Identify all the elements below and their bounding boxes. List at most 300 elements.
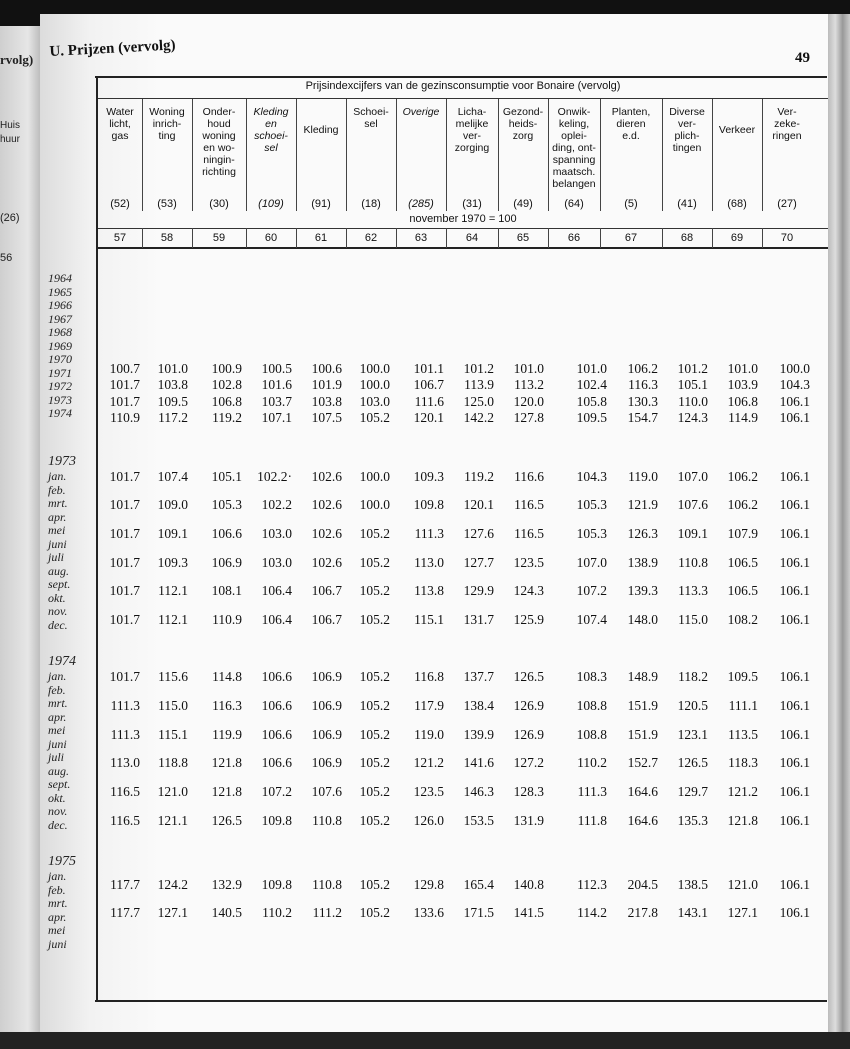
table-cell: 106.1 <box>779 497 810 512</box>
table-cell: 101.7 <box>109 555 140 570</box>
table-cell: 137.7 <box>463 669 494 684</box>
table-cell: 105.3 <box>576 497 607 512</box>
number-separator <box>296 228 297 248</box>
stub-label: mei <box>48 523 66 537</box>
table-cell: 101.7 <box>109 394 140 409</box>
page-number: 49 <box>795 50 810 66</box>
stub-label: dec. <box>48 817 68 832</box>
column-number: 65 <box>516 232 530 244</box>
super-header-rule <box>98 98 828 99</box>
table-cell: 105.1 <box>211 469 242 484</box>
table-cell: 111.3 <box>577 784 607 799</box>
table-cell: 142.2 <box>463 410 494 425</box>
column-header-line: Onder- <box>202 106 236 118</box>
table-cell: 106.9 <box>211 555 242 570</box>
stub-label: feb. <box>48 882 66 897</box>
table-cell: 118.2 <box>678 669 708 684</box>
table-cell: 109.5 <box>576 410 607 425</box>
table-cell: 138.4 <box>463 698 494 713</box>
column-header-line: Licha- <box>457 106 487 118</box>
stub-year: 1975 <box>48 854 76 869</box>
stub-label: 1964 <box>48 271 72 285</box>
column-number: 70 <box>780 232 794 244</box>
stub-label: mrt. <box>48 696 68 710</box>
table-cell: 108.3 <box>576 669 607 684</box>
column-header-line: Planten, <box>611 106 651 118</box>
table-cell: 107.1 <box>261 410 292 425</box>
table-cell: 109.8 <box>261 877 292 892</box>
table-cell: 114.2 <box>577 905 607 920</box>
table-cell: 106.1 <box>779 394 810 409</box>
table-cell: 120.5 <box>677 698 708 713</box>
table-cell: 102.8 <box>211 377 242 392</box>
table-cell: 103.9 <box>727 377 758 392</box>
table-cell: 116.5 <box>514 497 544 512</box>
stub-label: nov. <box>48 804 68 818</box>
stub-label: 1970 <box>48 352 72 366</box>
table-cell: 113.5 <box>728 727 758 742</box>
table-cell: 124.3 <box>677 410 708 425</box>
table-cell: 108.1 <box>211 583 242 598</box>
table-cell: 107.6 <box>311 784 342 799</box>
table-row <box>40 698 810 714</box>
column-header-line: ningin- <box>203 154 235 166</box>
table-cell: 116.3 <box>628 377 658 392</box>
table-cell: 111.2 <box>312 905 342 920</box>
table-cell: 108.2 <box>727 612 758 627</box>
table-cell: 119.2 <box>212 410 242 425</box>
table-cell: 125.9 <box>513 612 544 627</box>
table-cell: 113.0 <box>414 555 444 570</box>
table-cell: 102.6 <box>311 526 342 541</box>
table-cell: 139.3 <box>627 583 658 598</box>
table-cell: 119.0 <box>628 469 658 484</box>
column-header-line: e.d. <box>622 130 640 142</box>
table-super-header: Prijsindexcijfers van de gezinsconsumptie voor Bonaire (vervolg) <box>305 80 621 92</box>
table-cell: 120.1 <box>413 410 444 425</box>
stub-label: mei <box>48 723 66 737</box>
header-separator <box>296 99 297 211</box>
stub-label: jan. <box>48 669 67 683</box>
column-weight: (30) <box>209 198 229 210</box>
table-cell: 121.9 <box>627 497 658 512</box>
table-cell: 118.3 <box>728 755 758 770</box>
table-cell: 106.8 <box>727 394 758 409</box>
table-cell: 119.9 <box>212 727 242 742</box>
column-weight: (64) <box>564 198 584 210</box>
stub-label: aug. <box>48 563 69 578</box>
stub-label: sept. <box>48 777 71 791</box>
column-header-line: Gezond- <box>502 106 544 118</box>
stub-label: 1969 <box>48 338 72 353</box>
table-cell: 106.6 <box>261 698 292 713</box>
stub-label: 1973 <box>48 392 72 407</box>
table-cell: 103.8 <box>157 377 188 392</box>
column-header-line: ver- <box>462 130 482 142</box>
table-cell: 106.2 <box>727 497 758 512</box>
table-cell: 113.9 <box>464 377 494 392</box>
column-header <box>396 106 446 118</box>
header-separator <box>762 99 763 211</box>
table-cell: 106.2 <box>727 469 758 484</box>
table-cell: 113.3 <box>678 583 708 598</box>
table-row <box>40 813 810 829</box>
column-header-line: inrich- <box>152 118 182 130</box>
table-cell: 106.5 <box>727 583 758 598</box>
table-cell: 106.6 <box>261 727 292 742</box>
column-weight: (109) <box>258 198 284 210</box>
stub-label: 1966 <box>48 298 72 312</box>
table-cell: 120.1 <box>463 497 494 512</box>
table-cell: 106.2 <box>627 361 658 376</box>
table-cell: 106.7 <box>311 612 342 627</box>
column-header <box>446 106 498 154</box>
table-cell: 100.0 <box>359 497 390 512</box>
table-cell: 126.5 <box>677 755 708 770</box>
table-cell: 116.8 <box>414 669 444 684</box>
table-cell: 100.0 <box>359 377 390 392</box>
column-header-line: maatsch. <box>552 166 596 178</box>
scan-shadow <box>0 1032 850 1049</box>
column-header-line: Kleding <box>253 106 289 118</box>
header-separator <box>600 99 601 211</box>
column-header <box>246 106 296 154</box>
table-cell: 109.5 <box>727 669 758 684</box>
stub-label: juni <box>48 936 67 951</box>
table-cell: 101.0 <box>576 361 607 376</box>
table-cell: 105.2 <box>359 877 390 892</box>
table-cell: 104.3 <box>576 469 607 484</box>
column-weight: (49) <box>513 198 533 210</box>
table-cell: 102.6 <box>311 555 342 570</box>
column-weight: (5) <box>624 198 638 210</box>
column-weight: (52) <box>110 198 130 210</box>
table-cell: 112.3 <box>577 877 607 892</box>
column-header-line: zorging <box>454 142 490 154</box>
stub-label: dec. <box>48 617 68 632</box>
table-cell: 153.5 <box>463 813 494 828</box>
table-cell: 139.9 <box>463 727 494 742</box>
header-separator <box>142 99 143 211</box>
column-header <box>192 106 246 178</box>
header-separator <box>498 99 499 211</box>
stub-label: juli <box>48 550 65 564</box>
table-cell: 131.9 <box>513 813 544 828</box>
column-header <box>296 124 346 136</box>
stub-label: mrt. <box>48 496 68 510</box>
stub-label: juni <box>48 536 67 551</box>
stub-label: apr. <box>48 709 67 724</box>
table-cell: 151.9 <box>627 698 658 713</box>
table-cell: 151.9 <box>627 727 658 742</box>
table-cell: 101.0 <box>513 361 544 376</box>
table-cell: 102.6 <box>311 497 342 512</box>
table-cell: 109.3 <box>157 555 188 570</box>
table-row <box>40 523 810 542</box>
table-cell: 106.1 <box>779 784 810 799</box>
table-cell: 146.3 <box>463 784 494 799</box>
header-separator <box>246 99 247 211</box>
table-cell: 110.8 <box>312 813 342 828</box>
column-weight: (53) <box>157 198 177 210</box>
column-header-line: Schoei- <box>353 106 389 118</box>
table-cell: 112.1 <box>158 583 188 598</box>
stub-label: apr. <box>48 909 67 924</box>
table-cell: 109.8 <box>261 813 292 828</box>
column-header-line: ding, ont- <box>552 142 596 154</box>
column-header-line: ver- <box>677 118 697 130</box>
table-cell: 111.6 <box>414 394 444 409</box>
table-cell: 105.2 <box>359 669 390 684</box>
table-cell: 126.9 <box>513 698 544 713</box>
header-separator <box>396 99 397 211</box>
column-header <box>98 106 142 142</box>
table-cell: 106.9 <box>311 755 342 770</box>
table-cell: 107.9 <box>727 526 758 541</box>
table-cell: 105.2 <box>359 555 390 570</box>
table-cell: 123.1 <box>677 727 708 742</box>
column-weight: (285) <box>408 198 434 210</box>
table-cell: 105.2 <box>359 526 390 541</box>
table-cell: 106.1 <box>779 555 810 570</box>
table-cell: 115.6 <box>158 669 188 684</box>
table-cell: 106.6 <box>261 669 292 684</box>
table-cell: 121.8 <box>211 784 242 799</box>
prev-box-line: Huis <box>0 120 21 131</box>
table-cell: 111.8 <box>577 813 607 828</box>
column-number: 64 <box>465 232 479 244</box>
table-cell: 164.6 <box>627 784 658 799</box>
number-separator <box>662 228 663 248</box>
table-cell: 101.7 <box>109 526 140 541</box>
table-cell: 115.1 <box>414 612 444 627</box>
number-separator <box>548 228 549 248</box>
number-separator <box>396 228 397 248</box>
table-cell: 106.4 <box>261 612 292 627</box>
table-cell: 108.8 <box>576 727 607 742</box>
table-cell: 101.7 <box>109 612 140 627</box>
table-cell: 129.8 <box>413 877 444 892</box>
table-cell: 123.5 <box>513 555 544 570</box>
table-cell: 101.2 <box>463 361 494 376</box>
table-cell: 117.9 <box>414 698 444 713</box>
column-header <box>346 106 396 130</box>
column-header-line: Verkeer <box>718 124 756 136</box>
table-cell: 127.2 <box>513 755 544 770</box>
table-cell: 126.5 <box>513 669 544 684</box>
table-row <box>40 469 810 485</box>
header-separator <box>446 99 447 211</box>
table-cell: 103.7 <box>261 394 292 409</box>
column-number: 62 <box>364 232 378 244</box>
table-cell: 100.5 <box>261 361 292 376</box>
table-cell: 126.0 <box>413 813 444 828</box>
column-number: 67 <box>624 232 638 244</box>
column-header-line: Water <box>106 106 134 118</box>
column-header <box>498 106 548 142</box>
table-cell: 103.8 <box>311 394 342 409</box>
stub-label: nov. <box>48 604 68 618</box>
column-header-line: licht, <box>109 118 131 130</box>
number-separator <box>600 228 601 248</box>
table-cell: 116.5 <box>514 526 544 541</box>
stub-label: apr. <box>48 509 67 524</box>
page-stack-edge <box>828 14 850 1032</box>
column-number: 58 <box>160 232 174 244</box>
table-row <box>40 669 810 685</box>
number-separator <box>142 228 143 248</box>
number-separator <box>246 228 247 248</box>
stub-label: 1972 <box>48 379 72 393</box>
table-cell: 111.3 <box>110 727 140 742</box>
table-cell: 101.7 <box>109 497 140 512</box>
stub-label: 1967 <box>48 311 72 326</box>
table-cell: 109.0 <box>157 497 188 512</box>
stub-label: juni <box>48 736 67 751</box>
table-cell: 110.9 <box>110 410 140 425</box>
table-row <box>40 905 810 921</box>
table-cell: 138.9 <box>627 555 658 570</box>
table-cell: 130.3 <box>627 394 658 409</box>
table-cell: 121.8 <box>211 755 242 770</box>
column-number: 69 <box>730 232 744 244</box>
column-header <box>762 106 812 142</box>
column-header-line: ringen <box>772 130 802 142</box>
header-separator <box>192 99 193 211</box>
table-cell: 217.8 <box>627 905 658 920</box>
table-cell: 110.0 <box>678 394 708 409</box>
column-header-line: en wo- <box>203 142 235 154</box>
column-header-line: houd <box>207 118 231 130</box>
table-cell: 106.1 <box>779 905 810 920</box>
table-cell: 107.4 <box>576 612 607 627</box>
table-cell: 116.3 <box>212 698 242 713</box>
table-cell: 107.5 <box>311 410 342 425</box>
stub-year: 1974 <box>48 654 76 669</box>
table-row <box>40 377 810 393</box>
table-cell: 106.9 <box>311 669 342 684</box>
table-cell: 112.1 <box>158 612 188 627</box>
column-header-line: gas <box>111 130 129 142</box>
stub-label: feb. <box>48 482 66 497</box>
table-cell: 101.6 <box>261 377 292 392</box>
table-cell: 102.2 <box>261 497 292 512</box>
table-cell: 106.8 <box>211 394 242 409</box>
column-header-line: zeke- <box>774 118 800 130</box>
table-cell: 106.4 <box>261 583 292 598</box>
table-cell: 105.2 <box>359 698 390 713</box>
table-row <box>40 877 810 893</box>
table-cell: 129.7 <box>677 784 708 799</box>
table-cell: 140.8 <box>513 877 544 892</box>
table-cell: 124.3 <box>513 583 544 598</box>
column-header-line: sel <box>364 118 378 130</box>
table-cell: 107.0 <box>576 555 607 570</box>
table-cell: 110.9 <box>212 612 242 627</box>
column-header-line: Diverse <box>669 106 705 118</box>
stub-year: 1973 <box>48 454 76 469</box>
table-cell: 116.5 <box>110 813 140 828</box>
table-cell: 109.8 <box>413 497 444 512</box>
bottom-rule <box>95 1000 827 1002</box>
table-cell: 106.1 <box>779 813 810 828</box>
table-cell: 106.1 <box>779 612 810 627</box>
table-cell: 100.0 <box>359 361 390 376</box>
table-cell: 103.0 <box>261 526 292 541</box>
prev-title-fragment: rvolg) <box>0 52 34 67</box>
column-header-line: schoei- <box>254 130 288 142</box>
table-cell: 105.2 <box>359 727 390 742</box>
table-cell: 148.9 <box>627 669 658 684</box>
table-cell: 148.0 <box>627 612 658 627</box>
table-cell: 111.3 <box>414 526 444 541</box>
column-weight: (31) <box>462 198 482 210</box>
column-number: 66 <box>567 232 581 244</box>
prev-colnum: 56 <box>0 252 13 264</box>
table-cell: 135.3 <box>677 813 708 828</box>
table-row <box>40 755 810 771</box>
table-cell: 110.8 <box>312 877 342 892</box>
table-cell: 101.7 <box>109 469 140 484</box>
table-row <box>40 583 810 599</box>
column-weight: (91) <box>311 198 331 210</box>
base-period-label: november 1970 = 100 <box>409 213 517 225</box>
column-header-line: Ver- <box>777 106 797 118</box>
table-cell: 127.1 <box>157 905 188 920</box>
prev-weight: (26) <box>0 212 20 224</box>
column-number: 63 <box>414 232 428 244</box>
column-number: 59 <box>212 232 226 244</box>
table-cell: 121.1 <box>157 813 188 828</box>
table-cell: 109.3 <box>413 469 444 484</box>
table-cell: 115.0 <box>678 612 708 627</box>
table-cell: 129.9 <box>463 583 494 598</box>
table-cell: 101.0 <box>727 361 758 376</box>
number-separator <box>498 228 499 248</box>
table-cell: 116.6 <box>514 469 544 484</box>
table-cell: 152.7 <box>627 755 658 770</box>
column-header-line: Kleding <box>303 124 339 136</box>
column-number: 57 <box>113 232 127 244</box>
column-weight: (27) <box>777 198 797 210</box>
table-cell: 110.8 <box>678 555 708 570</box>
number-separator <box>446 228 447 248</box>
table-cell: 110.2 <box>577 755 607 770</box>
table-cell: 106.1 <box>779 727 810 742</box>
column-number-rule-bottom <box>98 247 828 249</box>
table-cell: 121.8 <box>727 813 758 828</box>
table-cell: 106.1 <box>779 469 810 484</box>
previous-page-edge <box>0 26 41 1036</box>
column-header-line: Overige <box>402 106 440 118</box>
table-cell: 115.0 <box>158 698 188 713</box>
column-header-line: richting <box>202 166 236 178</box>
top-rule <box>95 76 827 78</box>
table-cell: 117.2 <box>158 410 188 425</box>
number-separator <box>762 228 763 248</box>
column-header-line: spanning <box>552 154 596 166</box>
table-cell: 109.1 <box>677 526 708 541</box>
table-cell: 109.1 <box>157 526 188 541</box>
column-header-line: Onwik- <box>557 106 591 118</box>
table-cell: 127.6 <box>463 526 494 541</box>
table-cell: 125.0 <box>463 394 494 409</box>
table-cell: 106.1 <box>779 669 810 684</box>
table-cell: 100.6 <box>311 361 342 376</box>
table-cell: 100.0 <box>779 361 810 376</box>
column-number: 61 <box>314 232 328 244</box>
table-cell: 126.9 <box>513 727 544 742</box>
